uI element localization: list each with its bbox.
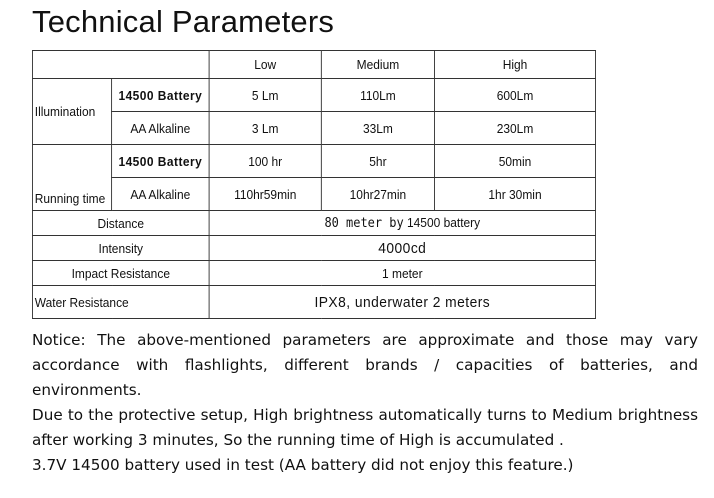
battery-label: AA Alkaline bbox=[112, 112, 210, 145]
running-time-medium: 10hr27min bbox=[321, 178, 434, 211]
technical-parameters-table bbox=[32, 50, 596, 319]
running-time-high: 1hr 30min bbox=[435, 178, 596, 211]
illumination-label: Illumination bbox=[32, 79, 111, 145]
distance-label: Distance bbox=[32, 211, 209, 236]
intensity-value: 4000cd bbox=[209, 236, 595, 261]
protective-setup-paragraph: Due to the protective setup, High brightness automatically turns to Medium brightness after working 3 minutes, So the running time of High is accumulated . bbox=[32, 406, 698, 449]
header-medium: Medium bbox=[321, 51, 434, 79]
impact-label: Impact Resistance bbox=[32, 261, 209, 286]
notice-paragraph: Notice: The above-mentioned parameters are approximate and those may vary accordance with flashlights, different brands / capacities of batteries, and environments. bbox=[32, 331, 698, 399]
running-time-label: Running time bbox=[32, 145, 111, 211]
distance-value-part: 14500 battery bbox=[406, 215, 481, 230]
battery-label: 14500 Battery bbox=[112, 79, 210, 112]
illumination-aa-row bbox=[32, 112, 595, 145]
illumination-low: 5 Lm bbox=[209, 79, 321, 112]
distance-row bbox=[32, 211, 595, 236]
running-time-low: 110hr59min bbox=[209, 178, 321, 211]
illumination-14500-row bbox=[32, 79, 595, 112]
distance-value-part: 80 meter by bbox=[324, 216, 404, 231]
battery-label: AA Alkaline bbox=[112, 178, 210, 211]
illumination-high: 600Lm bbox=[435, 79, 596, 112]
illumination-low: 3 Lm bbox=[209, 112, 321, 145]
running-time-high: 50min bbox=[435, 145, 596, 178]
battery-label: 14500 Battery bbox=[112, 145, 210, 178]
distance-value bbox=[209, 211, 595, 236]
header-blank-cell bbox=[32, 51, 209, 79]
running-time-aa-row bbox=[32, 178, 595, 211]
illumination-high: 230Lm bbox=[435, 112, 596, 145]
impact-value: 1 meter bbox=[209, 261, 595, 286]
water-value: IPX8, underwater 2 meters bbox=[209, 286, 595, 319]
water-label: Water Resistance bbox=[32, 286, 209, 319]
impact-row bbox=[32, 261, 595, 286]
header-low: Low bbox=[209, 51, 321, 79]
intensity-label: Intensity bbox=[32, 236, 209, 261]
intensity-row bbox=[32, 236, 595, 261]
illumination-medium: 33Lm bbox=[321, 112, 434, 145]
running-time-14500-row bbox=[32, 145, 595, 178]
running-time-medium: 5hr bbox=[321, 145, 434, 178]
running-time-low: 100 hr bbox=[209, 145, 321, 178]
illumination-medium: 110Lm bbox=[321, 79, 434, 112]
test-battery-note: 3.7V 14500 battery used in test (AA battery did not enjoy this feature.) bbox=[32, 456, 574, 474]
header-row bbox=[32, 51, 595, 79]
water-row bbox=[32, 286, 595, 319]
notice-block bbox=[32, 328, 698, 478]
header-high: High bbox=[435, 51, 596, 79]
page-title: Technical Parameters bbox=[32, 4, 335, 39]
